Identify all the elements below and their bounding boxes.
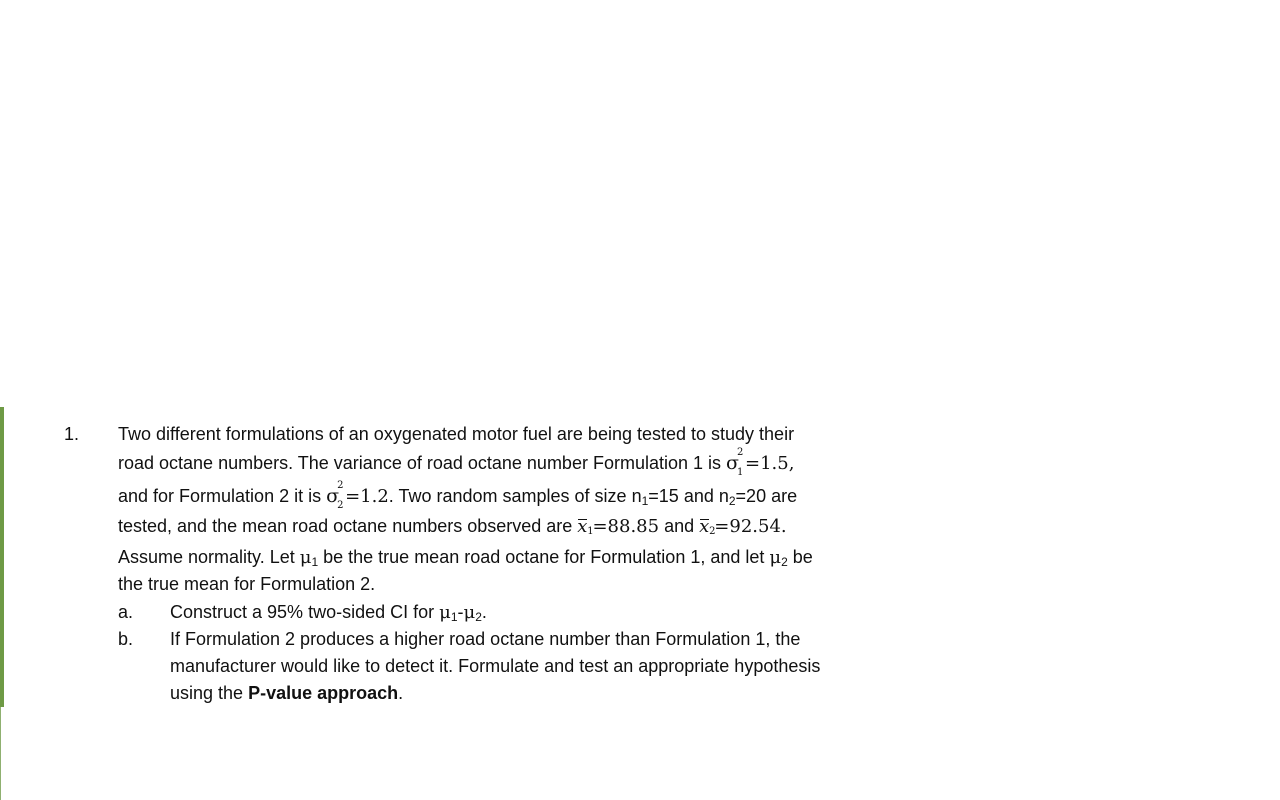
stem-line-4-text: tested, and the mean road octane numbers observed are [118, 516, 578, 536]
stem-line-5-text-c: be [787, 547, 813, 567]
problem-number: 1. [64, 424, 80, 444]
stem-line-5-text-a: Assume normality. Let [118, 547, 300, 567]
sigma1-squared: σ 2 1 [726, 447, 744, 478]
xbar2-value: =92.54 [714, 516, 781, 537]
part-a-letter: a. [118, 602, 134, 622]
sigma1-value: =1.5 [745, 453, 789, 474]
xbar1-value: =88.85 [592, 516, 660, 537]
stem-line-3-text-b: . Two random samples of size n [388, 486, 642, 506]
part-a-text: Construct a 95% two-sided CI for μ1-μ2. [170, 602, 487, 624]
part-b-line-1: If Formulation 2 produces a higher road octane number than Formulation 1, the [170, 629, 801, 649]
stem-line-1: Two different formulations of an oxygenated motor fuel are being tested to study their [118, 424, 795, 444]
stem-line-4 [118, 515, 787, 538]
stem-line-2-text: road octane numbers. The variance of road octane number Formulation 1 is [118, 453, 727, 473]
xbar2: x 2 [699, 516, 716, 537]
sigma2-squared: σ 2 2 [326, 480, 344, 511]
stem-line-4-tail: . [780, 516, 787, 537]
part-b-line-3: using the P-value approach. [170, 683, 404, 703]
sigma1-tail: , [788, 453, 795, 474]
n2-value: =20 are [735, 486, 798, 506]
stem-line-3-text-a: and for Formulation 2 it is [118, 486, 327, 506]
stem-line-5-text-b: be the true mean road octane for Formulation 1, and let [318, 547, 770, 567]
sigma2-value: =1.2 [345, 486, 389, 507]
stem-line-6: the true mean for Formulation 2. [118, 574, 376, 594]
stem-line-4-and: and [659, 516, 700, 536]
n1-value: =15 and n [648, 486, 729, 506]
part-b-line-2: manufacturer would like to detect it. Formulate and test an appropriate hypothesis [170, 656, 821, 676]
p-value-approach: P-value approach [248, 683, 399, 703]
stem-line-3: and for Formulation 2 it is σ 2 2 =1.2. Two random samples of size n1=15 and n2=20 are [118, 480, 798, 511]
stem-line-5: Assume normality. Let μ1 be the true mean road octane for Formulation 1, and let μ2 be [118, 547, 813, 569]
xbar1: x 1 [577, 516, 594, 537]
part-b-letter: b. [118, 629, 134, 649]
stem-line-2 [118, 447, 795, 478]
